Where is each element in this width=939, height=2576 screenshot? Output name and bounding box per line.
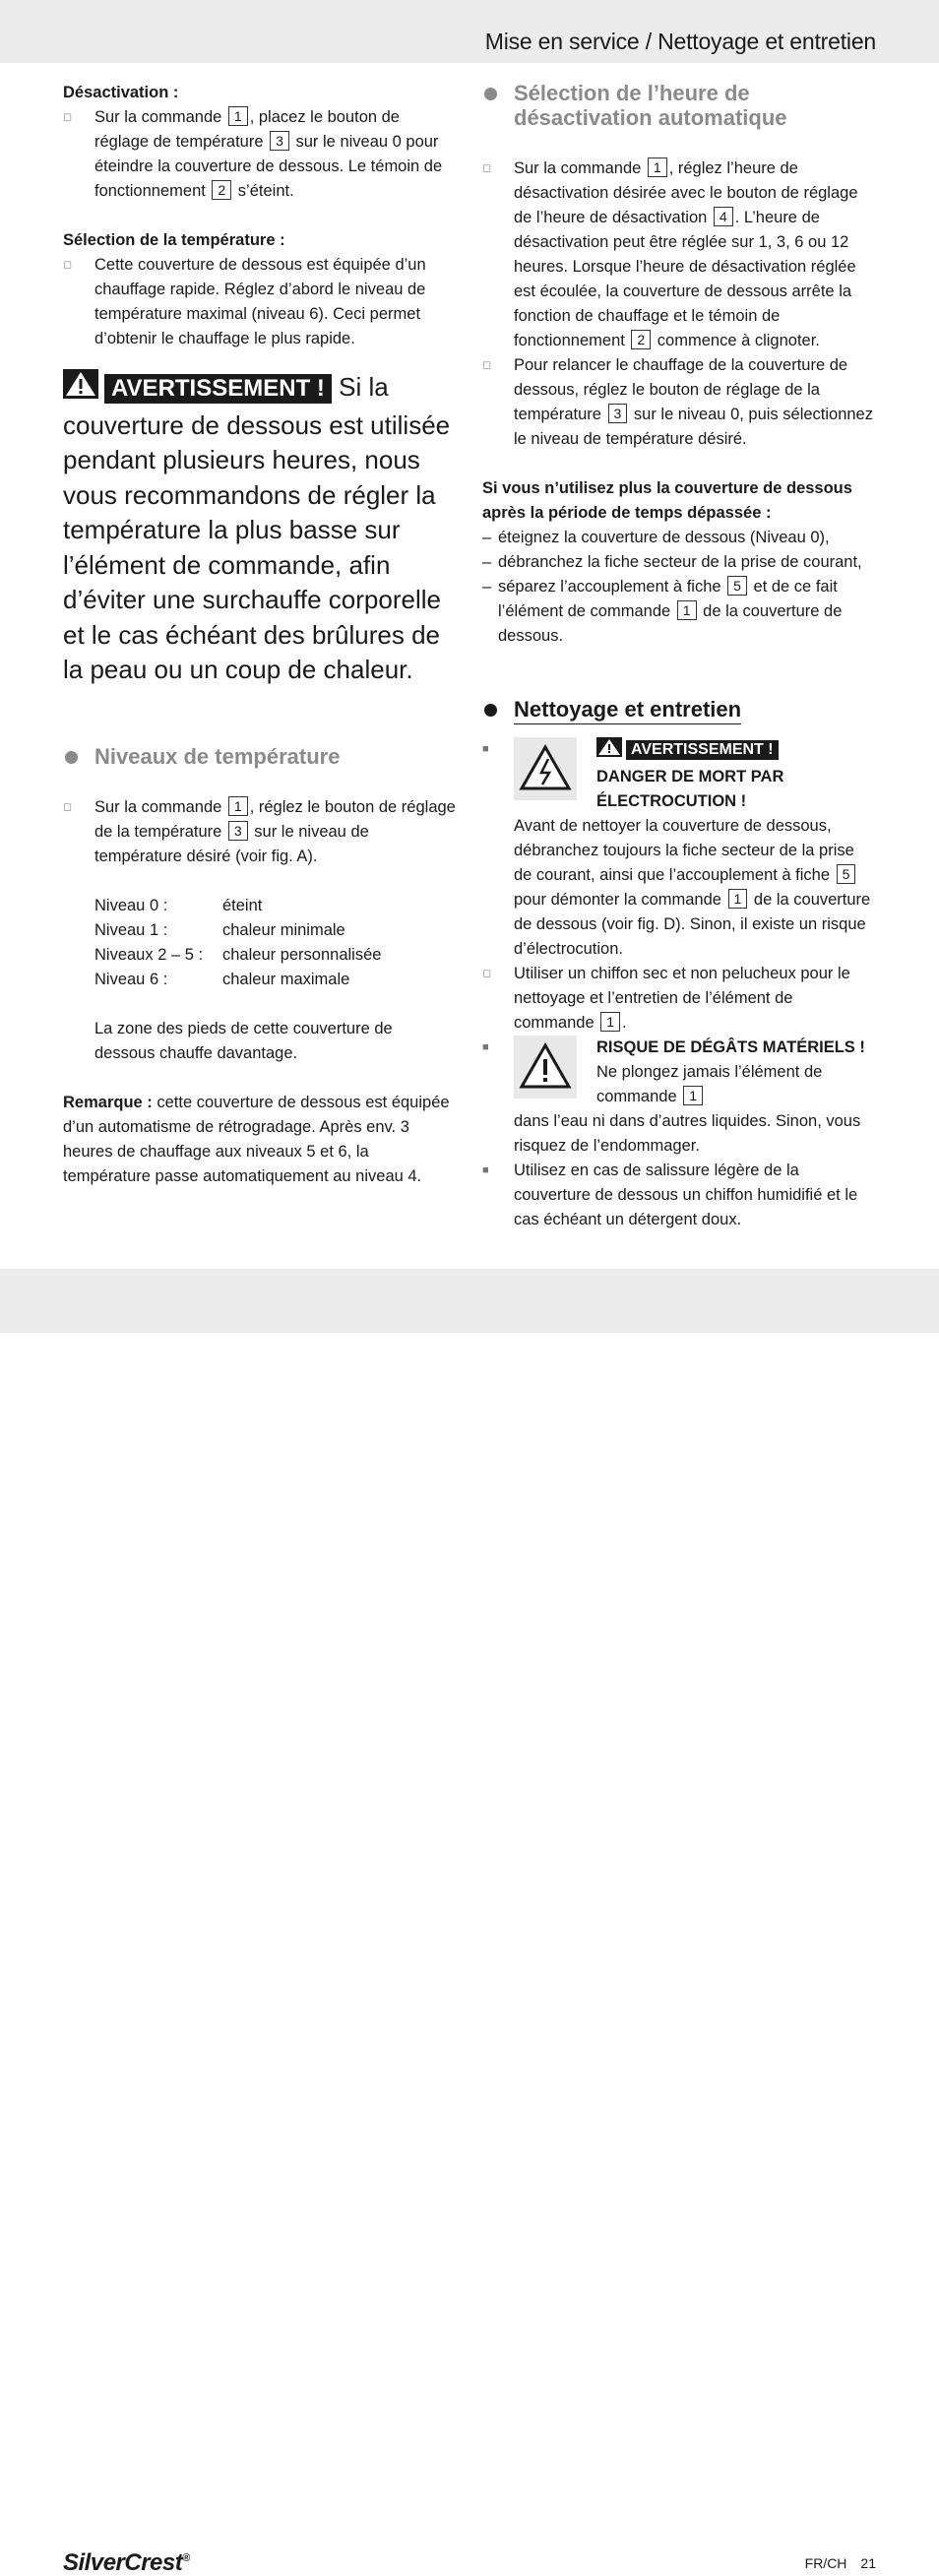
checkbox-bullet-icon: ◻ [63, 259, 73, 271]
cleaning-item-2: ◻ Utiliser un chiffon sec et non pelucheux pour le nettoyage et l’entretien de l’élément de commande 1 . [482, 962, 876, 1036]
ref-number: 1 [683, 1086, 703, 1105]
bullet-dot-icon [484, 704, 497, 717]
step-item: – séparez l’accouplement à fiche 5 et de ce fait l’élément de commande 1 de la couverture de dessous. [482, 578, 843, 645]
warning-badge: AVERTISSEMENT ! [104, 374, 332, 404]
warning-text: Si la couverture de dessous est utilisée pendant plusieurs heures, nous vous recommandons de régler la température la plus basse sur l’élément de commande, afin d’éviter une surchauffe corporelle et le cas échéant des brûlures de la peau ou un coup de chaleur. [63, 372, 451, 684]
levels-table [63, 894, 457, 992]
ref-number: 1 [228, 796, 248, 816]
level-value: chaleur maximale [222, 970, 350, 988]
checkbox-bullet-icon: ◻ [482, 359, 492, 371]
cleaning-heading: Nettoyage et entretien [482, 697, 876, 722]
ref-number: 2 [631, 330, 651, 349]
ref-number: 1 [728, 889, 748, 909]
feet-note: La zone des pieds de cette couverture de dessous chauffe davantage. [94, 1019, 393, 1062]
level-label: Niveau 0 : [94, 896, 168, 914]
square-bullet-icon: ■ [482, 1164, 489, 1176]
electric-hazard-icon [514, 737, 577, 800]
level-label: Niveau 6 : [94, 970, 168, 988]
left-column [63, 81, 457, 1189]
warning-triangle-icon [596, 737, 622, 765]
warning-hazard-icon [514, 1036, 577, 1099]
ref-number: 1 [600, 1012, 620, 1032]
right-column [482, 81, 876, 1232]
not-used-title: Si vous n’utilisez plus la couverture de dessous après la période de temps dépassée : [482, 479, 852, 522]
ref-number: 5 [837, 864, 856, 884]
auto-off-heading: Sélection de l’heure de désactivation automatique [482, 81, 876, 130]
ref-number: 4 [714, 207, 733, 226]
auto-off-item-2: ◻ Pour relancer le chauffage de la couverture de dessous, réglez le bouton de réglage de la température 3 sur le niveau 0, puis sélectionnez le niveau de température désiré. [482, 353, 876, 452]
level-value: chaleur minimale [222, 920, 345, 939]
bullet-dot-icon [484, 88, 497, 100]
temp-selection-title: Sélection de la température : [63, 231, 285, 249]
deactivation-title: Désactivation : [63, 84, 179, 101]
step-item: – éteignez la couverture de dessous (Niveau 0), [482, 529, 830, 546]
square-bullet-icon: ■ [482, 743, 489, 755]
checkbox-bullet-icon: ◻ [482, 162, 492, 174]
ref-number: 1 [228, 106, 248, 126]
danger-item: ■ AVERTISSEMENT ! DANGER DE MORT PAR ÉLECTROCUTION ! Avant de nettoyer la couverture de dessous, débranchez toujours la fiche secteur de la prise de courant, ainsi que l’accouplement à fiche 5 pour démonter la commande 1 de la couverture de dessous (voir fig. D). Sinon, il existe un risque d’électrocution. [482, 737, 876, 962]
ref-number: 3 [270, 131, 289, 151]
checkbox-bullet-icon: ◻ [482, 968, 492, 979]
ref-number: 5 [727, 576, 747, 596]
checkbox-bullet-icon: ◻ [63, 800, 73, 813]
page-footer [0, 1269, 939, 2576]
square-bullet-icon: ■ [482, 1041, 489, 1053]
remark: Remarque : cette couverture de dessous est équipée d’un automatisme de rétrogradage. Après env. 3 heures de chauffage aux niveaux 5 et 6, la température passe automatiquement au niveau 4. [63, 1093, 450, 1185]
page-title: Mise en service / Nettoyage et entretien [484, 29, 876, 54]
bullet-dot-icon [65, 751, 78, 764]
page-info [791, 2551, 876, 2576]
page-number: 21 [860, 2555, 876, 2571]
level-value: chaleur personnalisée [222, 945, 382, 964]
brand-logo: SilverCrest® [63, 2549, 190, 2576]
levels-item: ◻ Sur la commande 1 , réglez le bouton de réglage de la température 3 sur le niveau de température désiré (voir fig. A). [63, 795, 457, 869]
warning-triangle-icon [63, 369, 98, 408]
ref-number: 3 [608, 404, 628, 423]
ref-number: 1 [648, 157, 667, 177]
locale: FR/CH [804, 2555, 847, 2571]
checkbox-bullet-icon: ◻ [63, 111, 73, 123]
step-item: – débranchez la fiche secteur de la prise de courant, [482, 553, 862, 571]
deactivation-item: ◻ Sur la commande 1 , placez le bouton de réglage de température 3 sur le niveau 0 pour éteindre la couverture de dessous. Le témoin de fonctionnement 2 s’éteint. [63, 105, 457, 204]
auto-off-item-1: ◻ Sur la commande 1 , réglez l’heure de désactivation désirée avec le bouton de réglage de l’heure de désactivation 4 . L’heure de désactivation peut être réglée sur 1, 3, 6 ou 12 heures. Lorsque l’heure de désactivation réglée est écoulée, la couverture de dessous arrête la fonction de chauffage et le témoin de fonctionnement 2 commence à clignoter. [482, 157, 876, 353]
danger-title: DANGER DE MORT PAR ÉLECTROCUTION ! [596, 768, 784, 810]
risk-title: RISQUE DE DÉGÂTS MATÉRIELS ! [596, 1038, 865, 1056]
page-header [0, 0, 939, 63]
warning-badge: AVERTISSEMENT ! [626, 740, 779, 760]
level-label: Niveau 1 : [94, 920, 168, 939]
risk-item: ■ RISQUE DE DÉGÂTS MATÉRIELS ! Ne plongez jamais l’élément de commande 1 dans l’eau ni dans d’autres liquides. Sinon, vous risquez de l’endommager. [482, 1036, 876, 1159]
ref-number: 1 [677, 600, 697, 620]
cleaning-item-4: ■ Utilisez en cas de salissure légère de la couverture de dessous un chiffon humidifié et le cas échéant un détergent doux. [482, 1159, 876, 1232]
level-value: éteint [222, 896, 263, 914]
temp-selection-item: ◻ Cette couverture de dessous est équipée d’un chauffage rapide. Réglez d’abord le niveau de température maximal (niveau 6). Ceci permet d’obtenir le chauffage le plus rapide. [63, 253, 457, 351]
level-label: Niveaux 2 – 5 : [94, 945, 204, 964]
ref-number: 2 [212, 180, 231, 200]
ref-number: 3 [228, 821, 248, 841]
levels-heading: Niveaux de température [63, 744, 457, 769]
warning-block [63, 369, 457, 688]
